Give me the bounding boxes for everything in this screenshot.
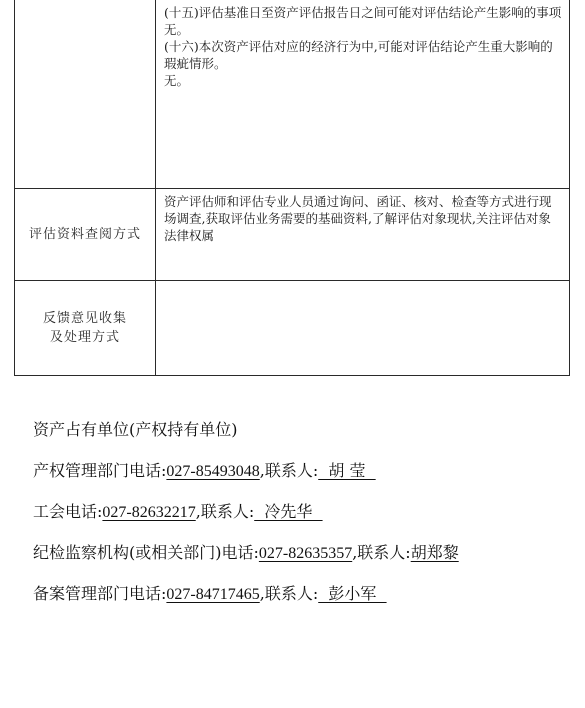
contact-label: 工会电话: bbox=[33, 502, 103, 521]
contact-name: 胡郑黎 bbox=[410, 543, 459, 562]
contact-line-filing-dept bbox=[33, 578, 578, 609]
item-16-title: (十六)本次资产评估对应的经济行为中,可能对评估结论产生重大影响的瑕疵情形。 bbox=[164, 39, 553, 71]
table-row bbox=[15, 0, 570, 189]
contact-sep: ,联系人: bbox=[195, 502, 255, 521]
contact-line-property-dept bbox=[33, 455, 578, 486]
contact-phone: 027-82632217 bbox=[102, 504, 196, 521]
contact-name: 彭小军 bbox=[318, 584, 387, 603]
feedback-label-line1: 反馈意见收集 bbox=[42, 311, 127, 326]
feedback-label-line2: 及处理方式 bbox=[49, 330, 120, 345]
contact-sep: ,联系人: bbox=[352, 543, 411, 562]
item-16-value: 无。 bbox=[164, 73, 190, 88]
item-15-value: 无。 bbox=[164, 22, 190, 37]
contact-phone: 027-82635357 bbox=[258, 545, 353, 562]
row-label-empty bbox=[15, 0, 156, 189]
contact-line-discipline bbox=[33, 537, 578, 568]
evaluation-table bbox=[14, 0, 570, 376]
row-label-review-method: 评估资料查阅方式 bbox=[15, 189, 156, 281]
contact-name: 冷先华 bbox=[254, 502, 323, 521]
table-row bbox=[15, 189, 570, 281]
contact-label: 产权管理部门电话: bbox=[33, 461, 167, 480]
contact-label: 备案管理部门电话: bbox=[33, 584, 167, 603]
contact-label: 纪检监察机构(或相关部门)电话: bbox=[33, 543, 259, 562]
item-15-title: (十五)评估基准日至资产评估报告日之间可能对评估结论产生影响的事项 bbox=[164, 5, 562, 20]
row-label-feedback bbox=[15, 281, 156, 376]
contact-line-union bbox=[33, 496, 578, 527]
contact-phone: 027-85493048 bbox=[166, 463, 260, 480]
contact-sep: ,联系人: bbox=[259, 461, 319, 480]
contact-name: 胡 莹 bbox=[318, 461, 376, 480]
contact-phone: 027-84717465 bbox=[166, 586, 260, 603]
row-content-feedback bbox=[156, 281, 570, 376]
row-content-matters bbox=[156, 0, 570, 189]
table-row bbox=[15, 281, 570, 376]
owner-heading: 资产占有单位(产权持有单位) bbox=[33, 420, 238, 439]
contact-section bbox=[33, 414, 578, 619]
contact-sep: ,联系人: bbox=[259, 584, 319, 603]
row-content-review-method: 资产评估师和评估专业人员通过询问、函证、核对、检查等方式进行现场调查,获取评估业务需要的基础资料,了解评估对象现状,关注评估对象法律权属 bbox=[156, 189, 570, 281]
